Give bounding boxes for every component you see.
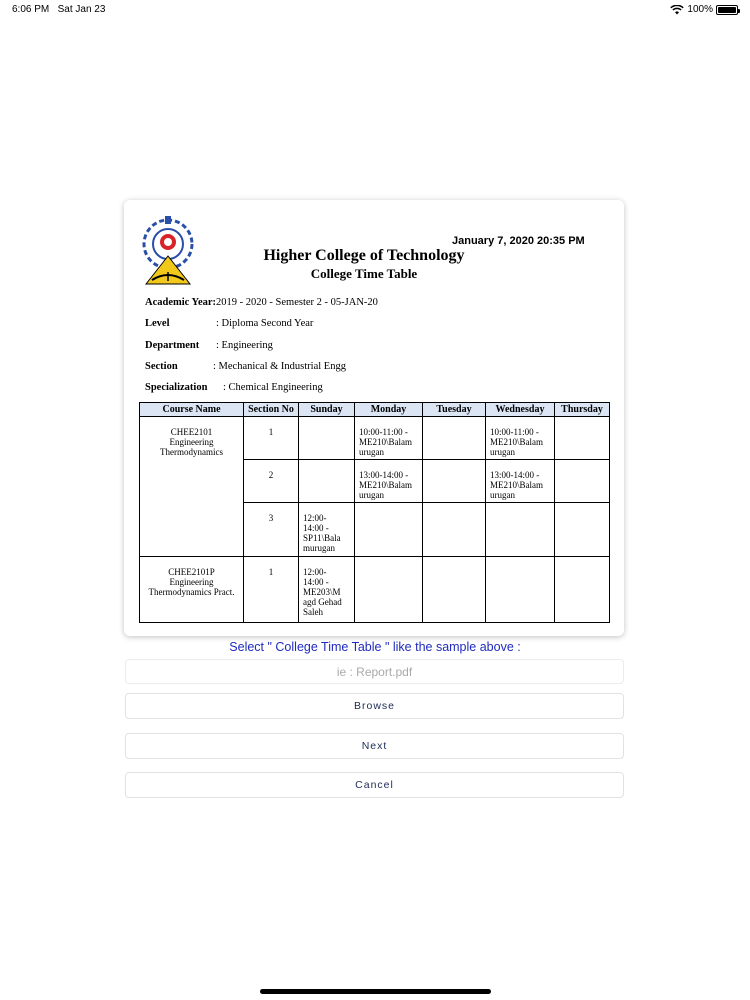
- college-logo-icon: [138, 214, 198, 286]
- sunday-cell: [299, 417, 355, 460]
- thursday-cell: [555, 503, 610, 557]
- slot-line: urugan: [359, 490, 384, 500]
- header-section-no: Section No: [244, 403, 299, 417]
- sunday-cell: [299, 503, 355, 557]
- slot-line: ME203\M: [303, 587, 341, 597]
- wednesday-cell: [486, 557, 555, 623]
- sample-document: [124, 200, 624, 636]
- slot-line: 13:00-14:00 -: [359, 470, 409, 480]
- slot-line: 10:00-11:00 -: [490, 427, 539, 437]
- header-thursday: Thursday: [555, 403, 610, 417]
- slot-line: 13:00-14:00 -: [490, 470, 540, 480]
- section-label: Section: [145, 361, 178, 372]
- header-monday: Monday: [355, 403, 423, 417]
- slot-line: agd Gehad: [303, 597, 342, 607]
- slot-line: urugan: [359, 447, 384, 457]
- header-wednesday: Wednesday: [486, 403, 555, 417]
- department-row: [145, 340, 273, 351]
- course-cell: [140, 417, 244, 557]
- slot-line: urugan: [490, 447, 515, 457]
- status-bar: [0, 0, 750, 20]
- sample-title: Higher College of Technology: [263, 247, 465, 264]
- thursday-cell: [555, 460, 610, 503]
- slot-line: ME210\Balam: [490, 480, 543, 490]
- header-sunday: Sunday: [299, 403, 355, 417]
- cancel-button[interactable]: Cancel: [125, 772, 624, 798]
- tuesday-cell: [423, 460, 486, 503]
- section-cell: 1: [244, 557, 299, 623]
- sunday-cell: [299, 557, 355, 623]
- course-code: CHEE2101P: [168, 567, 215, 577]
- department-label: Department: [145, 340, 200, 351]
- section-row: [145, 361, 346, 372]
- monday-cell: [355, 417, 423, 460]
- instruction-text: Select " College Time Table " like the sample above :: [229, 640, 521, 654]
- slot-line: ME210\Balam: [359, 437, 412, 447]
- slot-line: urugan: [490, 490, 515, 500]
- sample-date-time: January 7, 2020 20:35 PM: [452, 235, 585, 247]
- tuesday-cell: [423, 417, 486, 460]
- status-date-text: Sat Jan 23: [57, 4, 106, 15]
- academic-year-row: [145, 297, 378, 308]
- slot-line: ME210\Balam: [490, 437, 543, 447]
- status-time-text: 6:06 PM: [12, 4, 50, 15]
- battery-percent: 100%: [687, 4, 713, 15]
- monday-cell: [355, 557, 423, 623]
- thursday-cell: [555, 557, 610, 623]
- slot-line: Saleh: [303, 607, 323, 617]
- wifi-icon: [670, 5, 684, 15]
- sunday-cell: [299, 460, 355, 503]
- section-cell: 2: [244, 460, 299, 503]
- status-indicators: [670, 4, 738, 15]
- course-name-line: Thermodynamics Pract.: [148, 587, 235, 597]
- slot-line: SP11\Bala: [303, 533, 341, 543]
- monday-cell: [355, 460, 423, 503]
- academic-year-label: Academic Year:: [145, 297, 217, 308]
- monday-cell: [355, 503, 423, 557]
- tuesday-cell: [423, 557, 486, 623]
- course-cell: [140, 557, 244, 623]
- department-value: : Engineering: [216, 340, 273, 351]
- level-row: [145, 318, 313, 329]
- file-name-field[interactable]: [125, 659, 624, 684]
- wednesday-cell: [486, 503, 555, 557]
- browse-button[interactable]: Browse: [125, 693, 624, 719]
- wednesday-cell: [486, 460, 555, 503]
- specialization-row: [145, 382, 323, 393]
- table-row: [140, 557, 610, 623]
- specialization-value: : Chemical Engineering: [223, 382, 323, 393]
- level-value: : Diploma Second Year: [216, 318, 314, 329]
- slot-line: 10:00-11:00 -: [359, 427, 408, 437]
- slot-line: 14:00 -: [303, 523, 329, 533]
- timetable-header-row: [140, 403, 610, 417]
- slot-line: 12:00-: [303, 513, 327, 523]
- section-value: : Mechanical & Industrial Engg: [213, 361, 346, 372]
- next-button[interactable]: Next: [125, 733, 624, 759]
- header-tuesday: Tuesday: [423, 403, 486, 417]
- tuesday-cell: [423, 503, 486, 557]
- academic-year-value: 2019 - 2020 - Semester 2 - 05-JAN-20: [216, 297, 378, 308]
- specialization-label: Specialization: [145, 382, 208, 393]
- battery-level: [718, 7, 736, 13]
- sample-document-card: [124, 200, 624, 636]
- slot-line: 14:00 -: [303, 577, 329, 587]
- slot-line: 12:00-: [303, 567, 327, 577]
- timetable: [139, 402, 610, 623]
- status-time: [12, 4, 105, 15]
- section-cell: 3: [244, 503, 299, 557]
- header-course-name: Course Name: [140, 403, 244, 417]
- battery-icon: [716, 5, 738, 15]
- home-indicator[interactable]: [260, 989, 491, 994]
- section-cell: 1: [244, 417, 299, 460]
- level-label: Level: [145, 318, 170, 329]
- course-code: CHEE2101: [170, 427, 213, 437]
- sample-subtitle: College Time Table: [310, 266, 418, 281]
- table-row: [140, 417, 610, 460]
- course-name-line: Thermodynamics: [160, 447, 223, 457]
- course-name-line: Engineering: [169, 577, 214, 587]
- slot-line: ME210\Balam: [359, 480, 412, 490]
- course-name-line: Engineering: [169, 437, 214, 447]
- wednesday-cell: [486, 417, 555, 460]
- slot-line: murugan: [303, 543, 335, 553]
- thursday-cell: [555, 417, 610, 460]
